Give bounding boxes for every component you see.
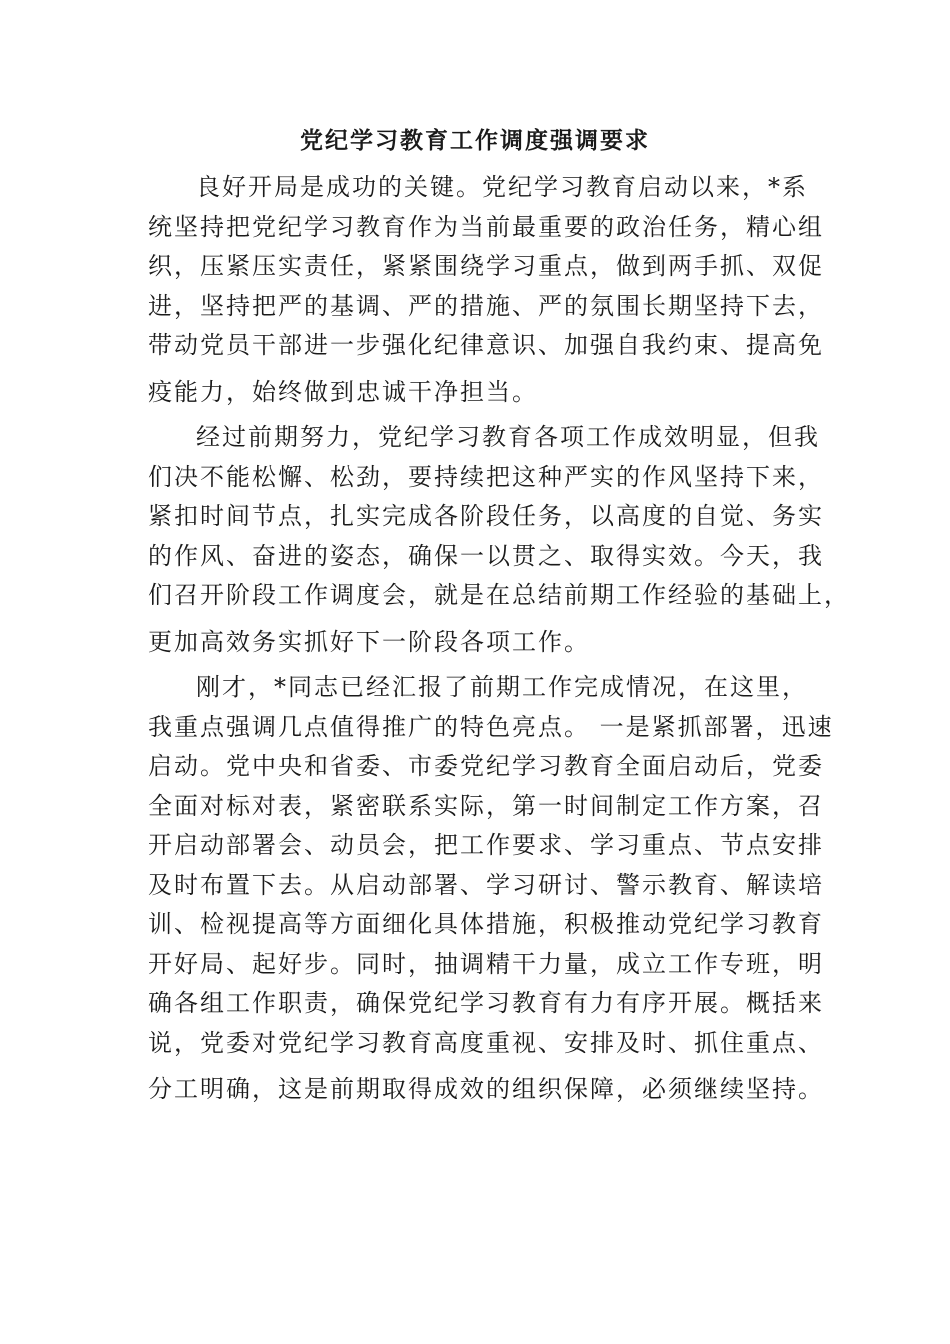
paragraph-line: 我重点强调几点值得推广的特色亮点。 一是紧抓部署，迅速 bbox=[148, 712, 834, 741]
paragraph-line: 说，党委对党纪学习教育高度重视、安排及时、抓住重点、 bbox=[148, 1028, 824, 1057]
paragraph-line: 的作风、奋进的姿态，确保一以贯之、取得实效。今天，我 bbox=[148, 541, 824, 570]
paragraph-line: 分工明确，这是前期取得成效的组织保障，必须继续坚持。 bbox=[148, 1075, 824, 1103]
paragraph-line: 开启动部署会、动员会，把工作要求、学习重点、节点安排 bbox=[148, 831, 824, 859]
paragraph-line: 紧扣时间节点，扎实完成各阶段任务，以高度的自觉、务实 bbox=[148, 502, 824, 530]
paragraph-line: 进，坚持把严的基调、严的措施、严的氛围长期坚持下去， bbox=[148, 291, 824, 320]
document-body bbox=[148, 168, 850, 1110]
paragraph-line: 带动党员干部进一步强化纪律意识、加强自我约束、提高免 bbox=[148, 331, 824, 359]
paragraph-line: 更加高效务实抓好下一阶段各项工作。 bbox=[148, 627, 590, 656]
paragraph-line: 统坚持把党纪学习教育作为当前最重要的政治任务，精心组 bbox=[148, 212, 824, 241]
paragraph-line: 开好局、起好步。同时，抽调精干力量，成立工作专班，明 bbox=[148, 949, 824, 978]
paragraph-line: 启动。党中央和省委、市委党纪学习教育全面启动后，党委 bbox=[148, 752, 824, 780]
paragraph-3 bbox=[148, 668, 834, 1110]
paragraph-line: 经过前期努力，党纪学习教育各项工作成效明显，但我 bbox=[196, 423, 820, 451]
paragraph-line: 全面对标对表，紧密联系实际，第一时间制定工作方案，召 bbox=[148, 791, 824, 820]
paragraph-1 bbox=[148, 168, 824, 412]
paragraph-line: 良好开局是成功的关键。党纪学习教育启动以来，*系 bbox=[196, 173, 808, 201]
paragraph-line: 训、检视提高等方面细化具体措施，积极推动党纪学习教育 bbox=[148, 910, 824, 938]
paragraph-2 bbox=[148, 418, 850, 662]
paragraph-line: 织，压紧压实责任，紧紧围绕学习重点，做到两手抓、双促 bbox=[148, 252, 824, 280]
paragraph-line: 们决不能松懈、松劲，要持续把这种严实的作风坚持下来， bbox=[148, 462, 824, 491]
document-title: 党纪学习教育工作调度强调要求 bbox=[300, 127, 650, 154]
paragraph-line: 疫能力，始终做到忠诚干净担当。 bbox=[148, 377, 538, 406]
paragraph-line: 们召开阶段工作调度会，就是在总结前期工作经验的基础上， bbox=[148, 581, 850, 609]
paragraph-line: 刚才，*同志已经汇报了前期工作完成情况，在这里， bbox=[196, 673, 808, 701]
paragraph-line: 及时布置下去。从启动部署、学习研讨、警示教育、解读培 bbox=[148, 870, 824, 899]
paragraph-line: 确各组工作职责，确保党纪学习教育有力有序开展。概括来 bbox=[148, 989, 824, 1017]
